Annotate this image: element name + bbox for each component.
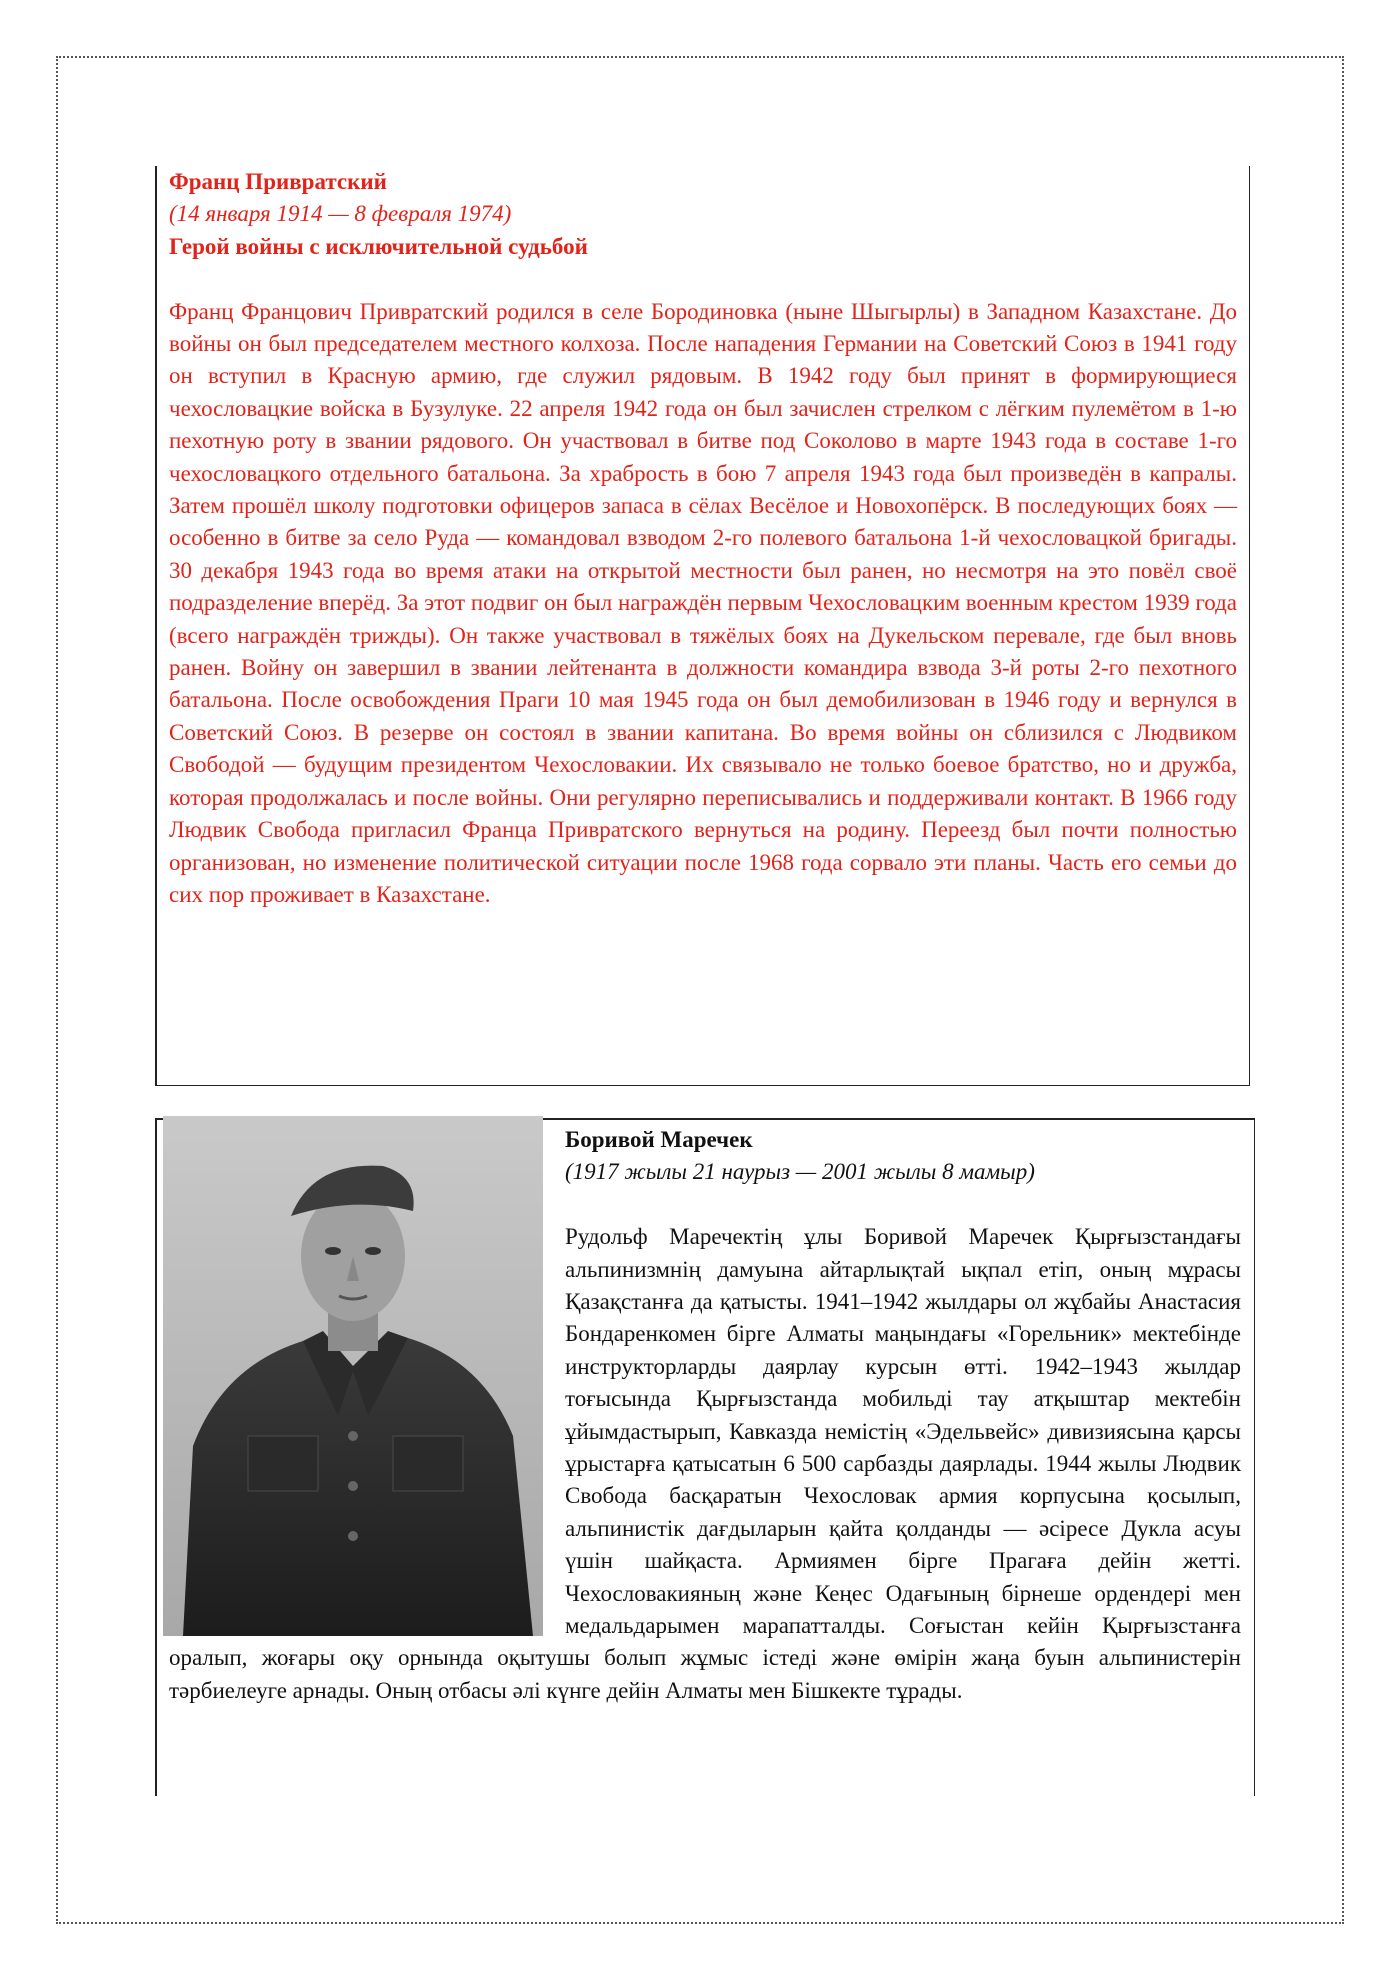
bio-dates: (1917 жылы 21 наурыз — 2001 жылы 8 мамыр): [565, 1159, 1035, 1185]
bio-privratsky: [169, 166, 1237, 911]
bio-name: Франц Привратский: [169, 169, 387, 194]
bio-marecek: [169, 1124, 1241, 1707]
bio-dates: (14 января 1914 — 8 февраля 1974): [169, 201, 512, 227]
bio-subtitle: Герой войны с исключительной судьбой: [169, 233, 588, 259]
box-right-border: [1254, 1118, 1256, 1796]
box-left-border: [155, 1118, 157, 1796]
bio-text: Франц Францович Привратский родился в селе Бородиновка (ныне Шыгырлы) в Западном Казахстане. До войны он был председателем местного колхоза. После нападения Германии на Советский Союз в 1941 году он вступил в Красную армию, где служил рядовым. В 1942 году был принят в формирующиеся чехословацкие войска в Бузулуке. 22 апреля 1942 года он был зачислен стрелком с лёгким пулемётом в 1-ю пехотную роту в звании рядового. Он участвовал в битве под Соколово в марте 1943 года в составе 1-го чехословацкого отдельного батальона. За храбрость в бою 7 апреля 1943 года был произведён в капралы. Затем прошёл школу подготовки офицеров запаса в сёлах Весёлое и Новохопёрск. В последующих боях — особенно в битве за село Руда — командовал взводом 2-го полевого батальона 1-й чехословацкой бригады. 30 декабря 1943 года во время атаки на открытой местности был ранен, но несмотря на это повёл своё подразделение вперёд. За этот подвиг он был награждён первым Чехословацким военным крестом 1939 года (всего награждён трижды). Он также участвовал в тяжёлых боях на Дукельском перевале, где был вновь ранен. Войну он завершил в звании лейтенанта в должности командира взвода 3-й роты 2-го пехотного батальона. После освобождения Праги 10 мая 1945 года он был демобилизован в 1946 году и вернулся в Советский Союз. В резерве он состоял в звании капитана. Во время войны он сблизился с Людвиком Свободой — будущим президентом Чехословакии. Их связывало не только боевое братство, но и дружба, которая продолжалась и после войны. Они регулярно переписывались и поддерживали контакт. В 1966 году Людвик Свобода пригласил Франца Привратского вернуться на родину. Переезд был почти полностью организован, но изменение политической ситуации после 1968 года сорвало эти планы. Часть его семьи до сих пор проживает в Казахстане.: [169, 298, 1237, 907]
box-left-border: [155, 166, 157, 1086]
bio-name: Боривой Маречек: [565, 1127, 753, 1152]
spacer: [169, 263, 1237, 295]
bio-text: Рудольф Маречектің ұлы Боривой Маречек Қырғызстандағы альпинизмнің дамуына айтарлықтай ықпал етіп, оның мұрасы Қазақстанға да қатысты. 1941–1942 жылдары ол жұбайы Анастасия Бондаренкомен бірге Алматы маңындағы «Горельник» мектебінде инструкторларды даярлау курсын өтті. 1942–1943 жылдар тоғысында Қырғызстанда мобильді тау атқыштар мектебін ұйымдастырып, Кавказда немістің «Эдельвейс» дивизиясына қарсы ұрыстарға қатысатын 6 500 сарбазды даярлады. 1944 жылы Людвик Свобода басқаратын Чехословак армия корпусына қосылып, альпинистік дағдыларын қайта қолданды — әсіресе Дукла асуы үшін шайқаста. Армиямен бірге Прагаға дейін жетті. Чехословакияның және Кеңес Одағының бірнеше ордендері мен медальдарымен марапатталды. Соғыстан кейін Қырғызстанға оралып, жоғары оқу орнында оқытушы болып жұмыс істеді және өмірін жаңа буын альпинистерін тәрбиелеуге арнады. Оның отбасы әлі күнге дейін Алматы мен Бішкекте тұрады.: [169, 1224, 1241, 1703]
photo-wrap-spacer: [169, 1124, 565, 1642]
